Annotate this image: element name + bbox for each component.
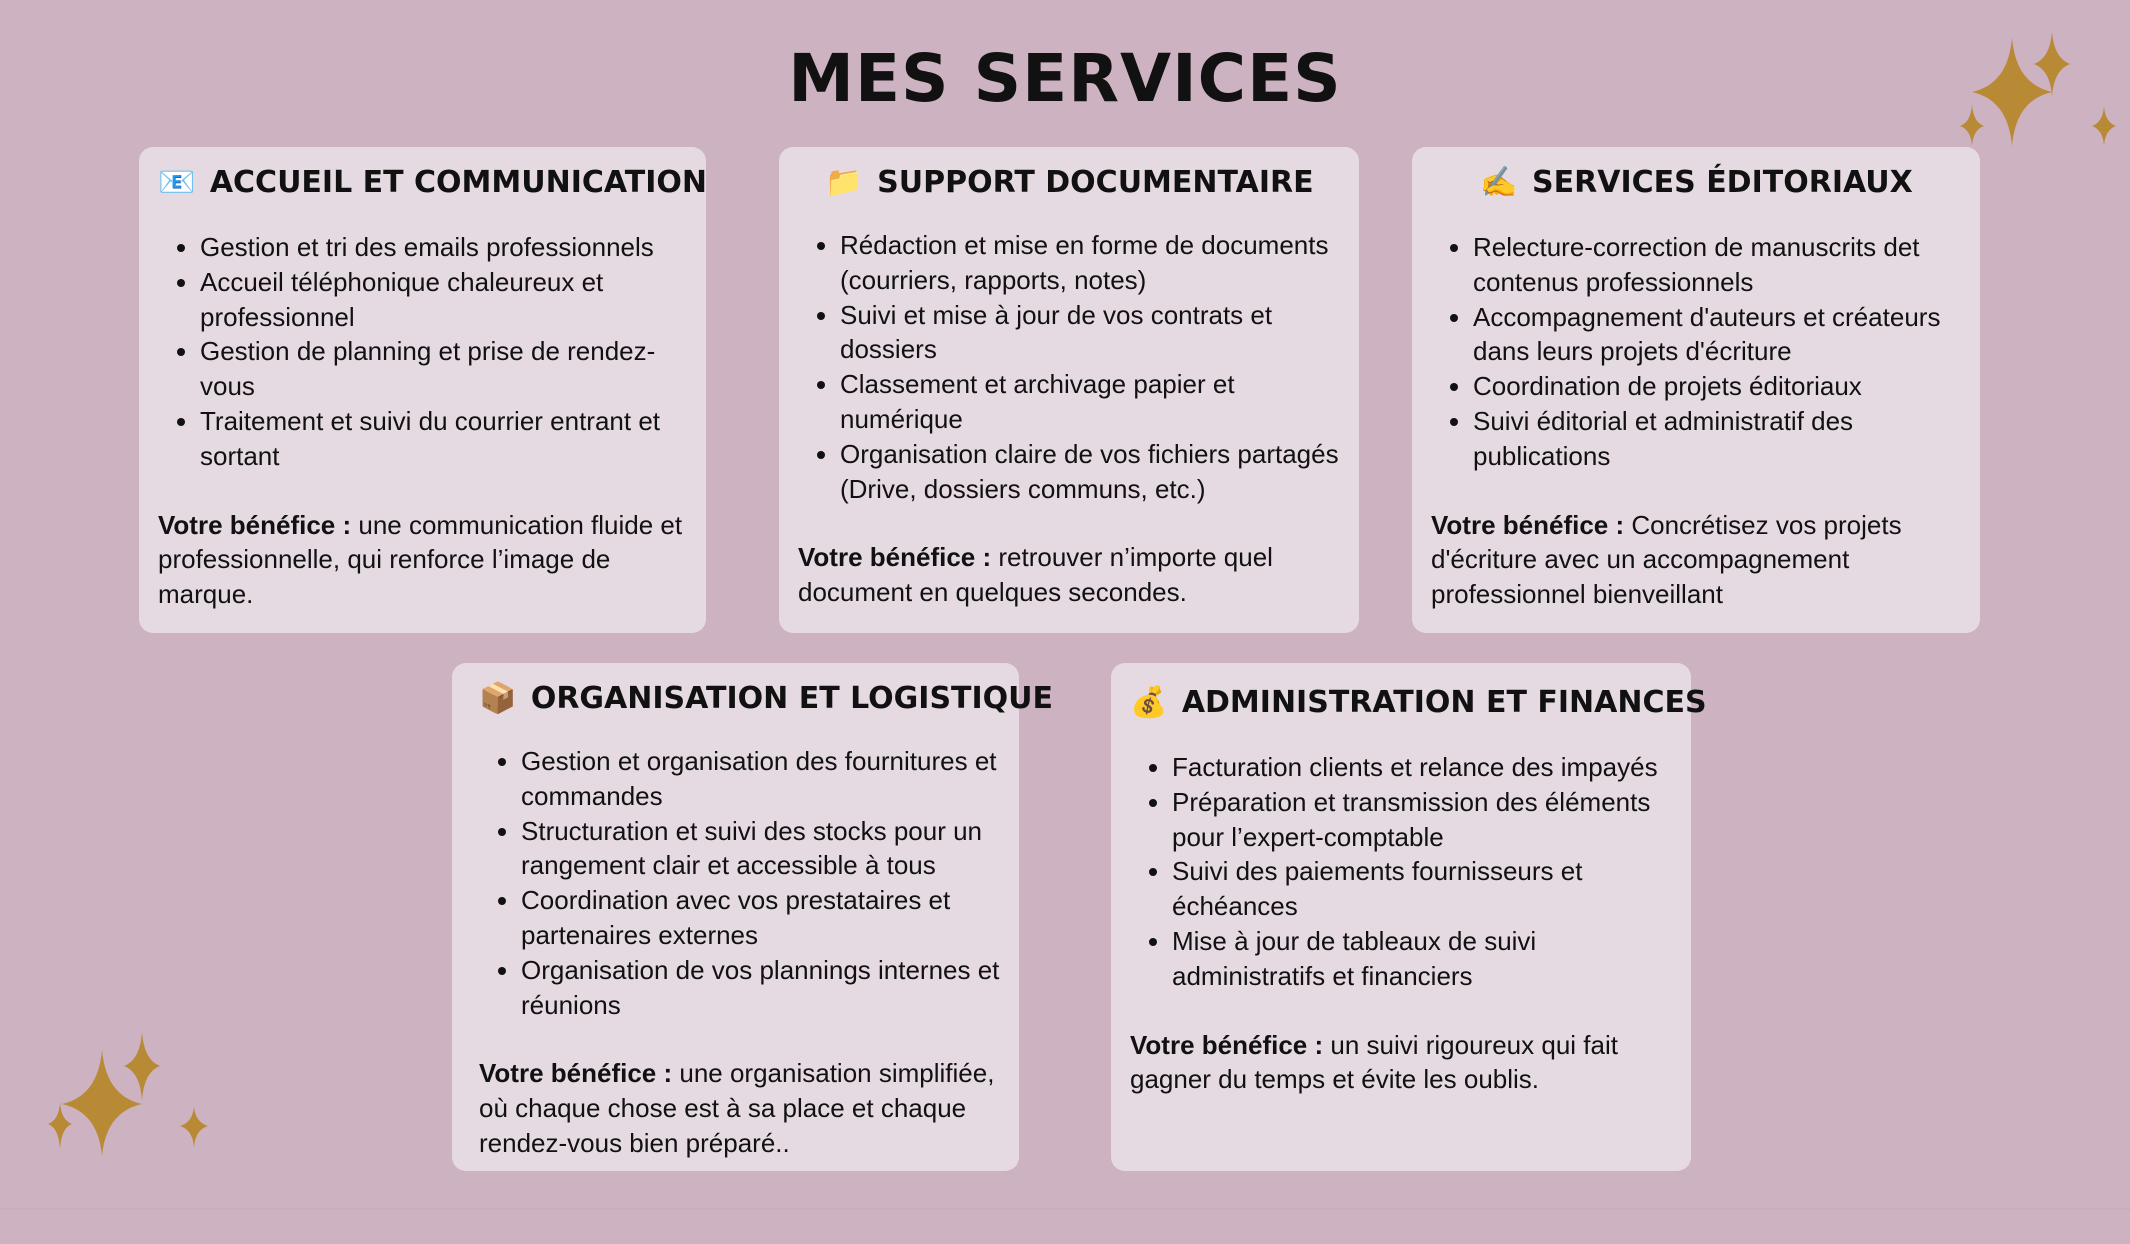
card-title	[158, 165, 708, 200]
service-card-editoriaux	[1412, 147, 1980, 633]
list-item: • Mise à jour de tableaux de suivi administratifs et financiers	[1172, 924, 1673, 994]
package-icon: 📦	[479, 681, 517, 716]
card-title	[1130, 685, 1707, 720]
list-item: • Classement et archivage papier et numérique	[840, 367, 1341, 437]
benefit-label: Votre bénéfice :	[479, 1058, 673, 1089]
list-item: • Facturation clients et relance des impayés	[1172, 750, 1673, 785]
card-title	[479, 681, 1054, 716]
sparkles-bottom-left-icon	[36, 1030, 216, 1160]
list-item: • Coordination avec vos prestataires et partenaires externes	[521, 883, 1001, 953]
benefit-text	[798, 540, 1341, 610]
card-title-text: ORGANISATION ET LOGISTIQUE	[530, 681, 1054, 716]
service-list	[798, 228, 1341, 506]
benefit-text	[1431, 508, 1962, 612]
benefit-description: une organisation simplifiée, où chaque chose est à sa place et chaque rendez-vous bien préparé..	[479, 1058, 995, 1158]
list-item: • Accueil téléphonique chaleureux et professionnel	[200, 265, 688, 335]
list-item: • Préparation et transmission des éléments pour l’expert-comptable	[1172, 785, 1673, 855]
benefit-description: une communication fluide et professionnelle, qui renforce l’image de marque.	[158, 509, 683, 610]
service-list	[1130, 750, 1673, 994]
benefit-label: Votre bénéfice :	[1431, 509, 1625, 540]
card-title-text: SERVICES ÉDITORIAUX	[1532, 165, 1913, 200]
service-card-finances	[1111, 663, 1707, 1171]
list-item: • Coordination de projets éditoriaux	[1473, 369, 1962, 404]
list-item: • Organisation de vos plannings internes et réunions	[521, 953, 1001, 1023]
page-title: MES SERVICES	[788, 40, 1342, 117]
sparkles-top-right-icon	[1948, 28, 2128, 158]
list-item: • Suivi des paiements fournisseurs et échéances	[1172, 854, 1673, 924]
list-item: • Suivi et mise à jour de vos contrats et dossiers	[840, 298, 1341, 368]
card-title	[1431, 165, 1962, 200]
list-item: • Organisation claire de vos fichiers partagés (Drive, dossiers communs, etc.)	[840, 437, 1341, 507]
list-item: • Relecture-correction de manuscrits det contenus professionnels	[1473, 230, 1962, 300]
list-item: • Structuration et suivi des stocks pour un rangement clair et accessible à tous	[521, 814, 1001, 884]
benefit-text	[1130, 1028, 1673, 1098]
service-list	[158, 230, 688, 474]
benefit-label: Votre bénéfice :	[1130, 1029, 1324, 1060]
list-item: • Rédaction et mise en forme de documents (courriers, rapports, notes)	[840, 228, 1341, 298]
benefit-label: Votre bénéfice :	[158, 509, 352, 540]
benefit-text	[479, 1056, 1001, 1160]
benefit-description: retrouver n’importe quel document en quelques secondes.	[798, 542, 1273, 608]
service-card-logistique	[452, 663, 1054, 1171]
list-item: • Gestion et tri des emails professionnels	[200, 230, 688, 265]
card-title-text: SUPPORT DOCUMENTAIRE	[877, 165, 1314, 200]
service-list	[1431, 230, 1962, 474]
card-title-text: ACCUEIL ET COMMUNICATION	[209, 165, 708, 200]
service-card-accueil	[139, 147, 706, 633]
benefit-text	[158, 508, 688, 612]
benefit-description: un suivi rigoureux qui fait gagner du temps et évite les oublis.	[1130, 1029, 1618, 1095]
bottom-divider	[0, 1208, 2130, 1210]
card-title-text: ADMINISTRATION ET FINANCES	[1181, 685, 1707, 720]
card-title	[798, 165, 1341, 200]
service-list	[479, 744, 1001, 1022]
service-card-support	[779, 147, 1359, 633]
list-item: • Gestion de planning et prise de rendez-vous	[200, 334, 688, 404]
list-item: • Accompagnement d'auteurs et créateurs dans leurs projets d'écriture	[1473, 300, 1962, 370]
email-icon: 📧	[158, 165, 196, 200]
money-bag-icon: 💰	[1130, 685, 1168, 720]
folder-icon: 📁	[825, 165, 863, 200]
benefit-label: Votre bénéfice :	[798, 542, 992, 573]
benefit-description: Concrétisez vos projets d'écriture avec un accompagnement professionnel bienveillant	[1431, 509, 1902, 610]
list-item: • Traitement et suivi du courrier entrant et sortant	[200, 404, 688, 474]
list-item: • Suivi éditorial et administratif des publications	[1473, 404, 1962, 474]
writing-hand-icon: ✍️	[1480, 165, 1518, 200]
list-item: • Gestion et organisation des fournitures et commandes	[521, 744, 1001, 814]
